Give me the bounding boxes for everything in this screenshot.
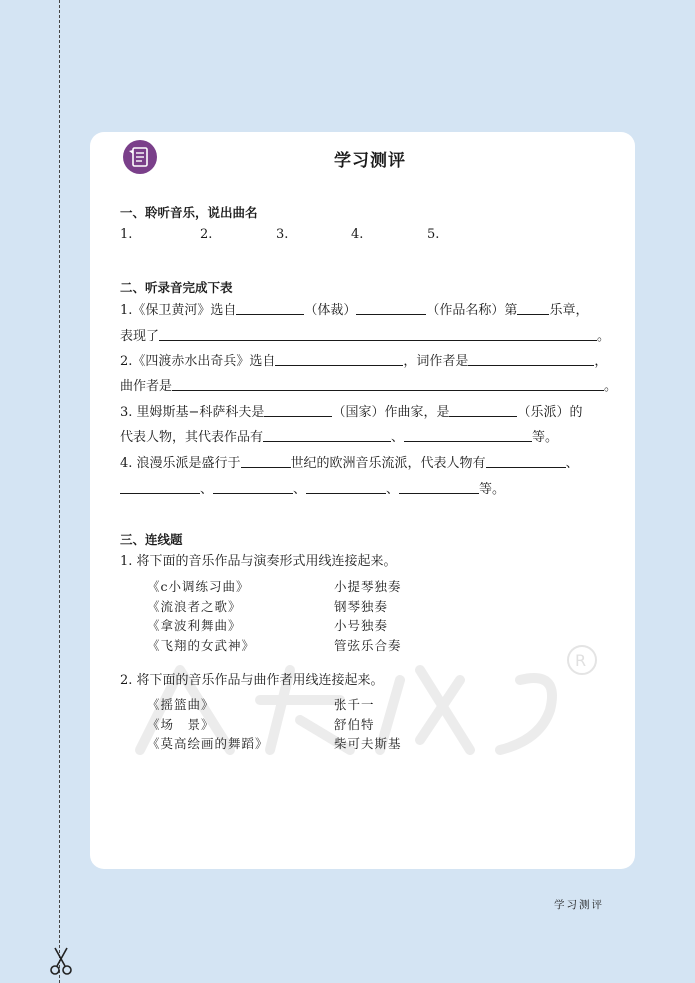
question-2-3-line-a <box>120 403 620 422</box>
question-2-3-line-b <box>120 428 620 447</box>
text: （乐派）的 <box>517 405 583 420</box>
question-2-1-line-a <box>120 301 620 320</box>
question-2-1-line-b <box>120 327 620 346</box>
text: ， <box>594 354 608 369</box>
blank[interactable] <box>172 377 604 391</box>
text: 4. 浪漫乐派是盛行于 <box>120 456 241 471</box>
matching-prompt-2: 2. 将下面的音乐作品与曲作者用线连接起来。 <box>120 673 384 688</box>
text: （国家）作曲家，是 <box>332 405 450 420</box>
work-item[interactable]: 《c小调练习曲》 <box>147 579 250 594</box>
text: 、 <box>391 430 405 445</box>
text: 、 <box>565 456 579 471</box>
work-item[interactable]: 《流浪者之歌》 <box>147 599 242 614</box>
blank[interactable] <box>306 480 386 494</box>
blank[interactable] <box>159 327 597 341</box>
text: 曲作者是 <box>120 379 173 394</box>
answer-number-3: 3. <box>276 227 289 242</box>
text: 乐章， <box>549 303 589 318</box>
text: 、 <box>293 482 307 497</box>
blank[interactable] <box>399 480 479 494</box>
blank[interactable] <box>120 480 200 494</box>
text: ，词作者是 <box>403 354 469 369</box>
text: 表现了 <box>120 329 160 344</box>
blank[interactable] <box>275 352 403 366</box>
work-item[interactable]: 《飞翔的女武神》 <box>147 638 256 653</box>
section3-heading: 三、连线题 <box>120 532 183 547</box>
work-item[interactable]: 《场 景》 <box>147 717 215 732</box>
blank[interactable] <box>356 301 426 315</box>
matching-prompt-1: 1. 将下面的音乐作品与演奏形式用线连接起来。 <box>120 554 397 569</box>
work-item[interactable]: 《摇篮曲》 <box>147 697 215 712</box>
text: 等。 <box>479 482 506 497</box>
text: 3. 里姆斯基−科萨科夫是 <box>120 405 265 420</box>
blank[interactable] <box>264 403 332 417</box>
performance-form-item[interactable]: 管弦乐合奏 <box>334 638 402 653</box>
text: 世纪的欧洲音乐流派，代表人物有 <box>290 456 486 471</box>
text: 、 <box>386 482 400 497</box>
section1-heading: 一、聆听音乐，说出曲名 <box>120 205 258 220</box>
blank[interactable] <box>449 403 517 417</box>
work-item[interactable]: 《莫高绘画的舞蹈》 <box>147 736 269 751</box>
performance-form-item[interactable]: 小号独奏 <box>334 618 389 633</box>
blank[interactable] <box>468 352 594 366</box>
text: 、 <box>200 482 214 497</box>
answer-number-5: 5. <box>427 227 440 242</box>
blank[interactable] <box>241 454 291 468</box>
blank[interactable] <box>236 301 304 315</box>
question-2-2-line-b <box>120 377 620 396</box>
text: 代表人物，其代表作品有 <box>120 430 264 445</box>
question-2-4-line-b <box>120 480 620 499</box>
composer-item[interactable]: 柴可夫斯基 <box>334 736 402 751</box>
text: （作品名称）第 <box>426 303 518 318</box>
text: （体裁） <box>304 303 357 318</box>
clipboard-badge-icon <box>122 139 158 175</box>
answer-number-2: 2. <box>200 227 213 242</box>
text: 1.《保卫黄河》选自 <box>120 303 237 318</box>
question-2-4-line-a <box>120 454 620 473</box>
blank[interactable] <box>213 480 293 494</box>
answer-number-1: 1. <box>120 227 133 242</box>
page-title: 学习测评 <box>334 151 406 171</box>
blank[interactable] <box>486 454 566 468</box>
blank[interactable] <box>263 428 391 442</box>
text: 等。 <box>532 430 559 445</box>
section2-heading: 二、听录音完成下表 <box>120 280 233 295</box>
svg-text:R: R <box>575 651 587 670</box>
performance-form-item[interactable]: 钢琴独奏 <box>334 599 389 614</box>
text: 。 <box>597 329 611 344</box>
blank[interactable] <box>404 428 532 442</box>
scissors-icon <box>49 946 73 976</box>
text: 。 <box>604 379 618 394</box>
page-footer: 学习测评 <box>554 899 604 911</box>
cut-line <box>59 0 60 983</box>
blank[interactable] <box>517 301 549 315</box>
answer-number-4: 4. <box>351 227 364 242</box>
composer-item[interactable]: 张千一 <box>334 697 375 712</box>
text: 2.《四渡赤水出奇兵》选自 <box>120 354 276 369</box>
work-item[interactable]: 《拿波利舞曲》 <box>147 618 242 633</box>
question-2-2-line-a <box>120 352 620 371</box>
performance-form-item[interactable]: 小提琴独奏 <box>334 579 402 594</box>
composer-item[interactable]: 舒伯特 <box>334 717 375 732</box>
